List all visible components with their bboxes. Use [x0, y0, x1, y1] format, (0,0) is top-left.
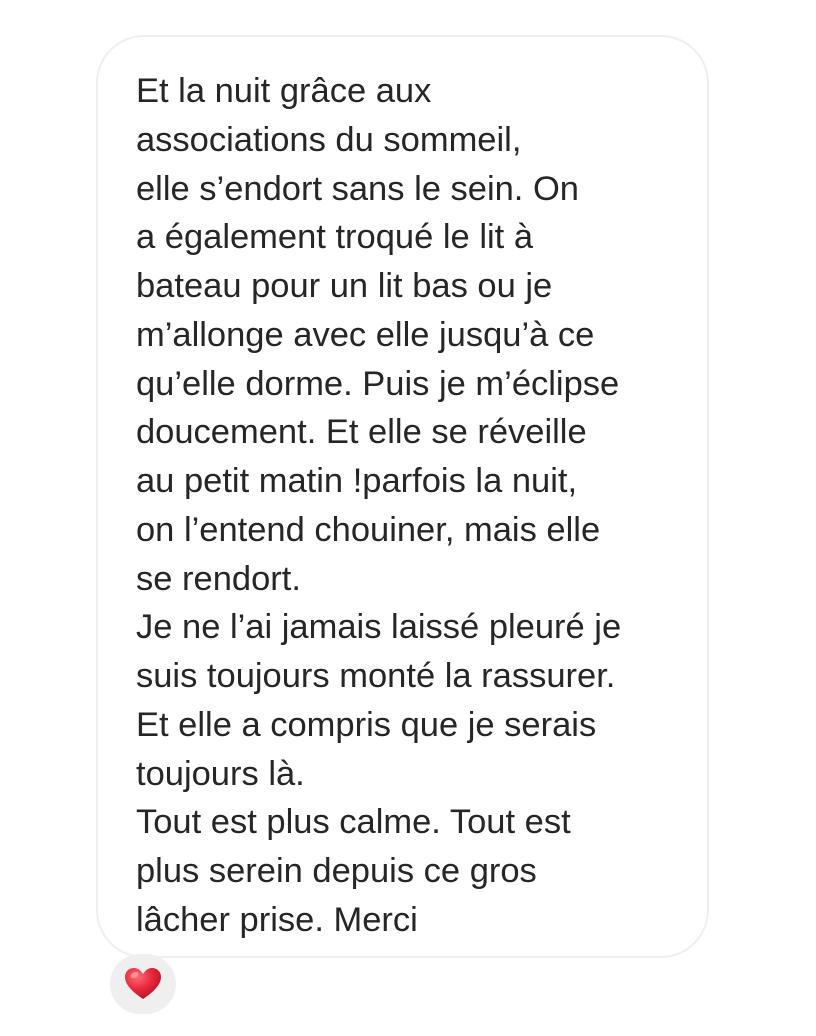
message-line: se rendort.: [136, 559, 301, 598]
message-line: au petit matin !parfois la nuit,: [136, 462, 578, 500]
message-line: Je ne l’ai jamais laissé pleuré je: [136, 608, 622, 647]
message-line: lâcher prise. Merci: [136, 900, 418, 939]
message-line: Et la nuit grâce aux: [136, 72, 432, 110]
message-line: qu’elle dorme. Puis je m’éclipse: [136, 364, 620, 403]
message-line: bateau pour un lit bas ou je: [136, 267, 553, 305]
message-line: a également troqué le lit à: [136, 218, 534, 257]
message-line: doucement. Et elle se réveille: [136, 413, 587, 452]
message-line: toujours là.: [136, 754, 305, 793]
red-heart-icon: [124, 967, 162, 1001]
message-bubble[interactable]: [96, 35, 709, 958]
heart-reaction-badge[interactable]: [110, 954, 176, 1014]
message-line: associations du sommeil,: [136, 120, 522, 159]
message-line: elle s’endort sans le sein. On: [136, 169, 579, 208]
message-line: suis toujours monté la rassurer.: [136, 657, 616, 695]
message-line: m’allonge avec elle jusqu’à ce: [136, 315, 595, 354]
message-line: Tout est plus calme. Tout est: [136, 803, 571, 842]
message-text: [136, 67, 696, 945]
message-line: Et elle a compris que je serais: [136, 705, 597, 744]
message-line: plus serein depuis ce gros: [136, 852, 537, 890]
message-line: on l’entend chouiner, mais elle: [136, 510, 601, 549]
